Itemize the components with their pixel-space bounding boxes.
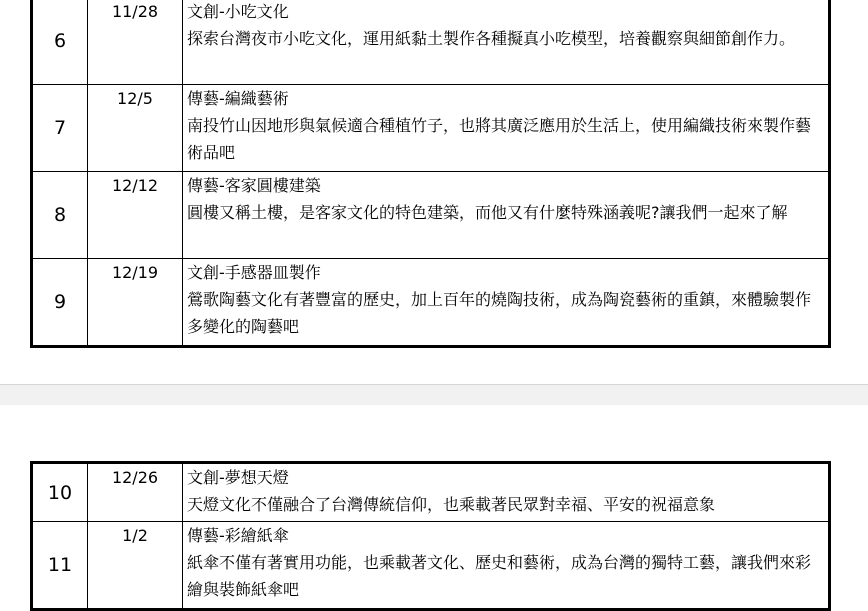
document-page-2 xyxy=(0,405,868,610)
table-row xyxy=(32,172,830,259)
session-number: 9 xyxy=(32,259,88,347)
session-title: 文創-小吃文化 xyxy=(187,2,289,21)
session-description: 南投竹山因地形與氣候適合種植竹子，也將其廣泛應用於生活上，使用編織技術來製作藝術品吧 xyxy=(187,116,812,162)
session-number: 10 xyxy=(32,463,88,522)
session-number: 8 xyxy=(32,172,88,259)
session-date: 11/28 xyxy=(88,0,183,85)
session-description: 天燈文化不僅融合了台灣傳統信仰，也乘載著民眾對幸福、平安的祝福意象 xyxy=(187,495,716,514)
session-content xyxy=(183,259,830,347)
session-date: 12/5 xyxy=(88,85,183,172)
session-content xyxy=(183,0,830,85)
session-number: 11 xyxy=(32,522,88,610)
session-content xyxy=(183,463,830,522)
session-content xyxy=(183,172,830,259)
table-row xyxy=(32,0,830,85)
session-description: 紙傘不僅有著實用功能，也乘載著文化、歷史和藝術，成為台灣的獨特工藝，讓我們來彩繪與裝飾紙傘吧 xyxy=(187,553,812,599)
session-title: 傳藝-彩繪紙傘 xyxy=(187,526,289,545)
session-date: 1/2 xyxy=(88,522,183,610)
table-row xyxy=(32,85,830,172)
table-row xyxy=(32,259,830,347)
page-break xyxy=(0,384,868,406)
session-description: 探索台灣夜市小吃文化，運用紙黏土製作各種擬真小吃模型，培養觀察與細節創作力。 xyxy=(187,29,796,48)
session-description: 鶯歌陶藝文化有著豐富的歷史，加上百年的燒陶技術，成為陶瓷藝術的重鎮，來體驗製作多變化的陶藝吧 xyxy=(187,290,812,336)
session-number: 7 xyxy=(32,85,88,172)
session-description: 圓樓又稱土樓，是客家文化的特色建築，而他又有什麼特殊涵義呢?讓我們一起來了解 xyxy=(187,203,788,222)
session-title: 傳藝-客家圓樓建築 xyxy=(187,176,321,195)
session-title: 文創-手感器皿製作 xyxy=(187,263,321,282)
session-date: 12/12 xyxy=(88,172,183,259)
course-schedule-table xyxy=(30,0,831,348)
session-content xyxy=(183,522,830,610)
course-schedule-table xyxy=(30,461,831,611)
table-row xyxy=(32,463,830,522)
table-row xyxy=(32,522,830,610)
session-title: 文創-夢想天燈 xyxy=(187,468,289,487)
session-date: 12/26 xyxy=(88,463,183,522)
session-title: 傳藝-編織藝術 xyxy=(187,89,289,108)
session-number: 6 xyxy=(32,0,88,85)
session-content xyxy=(183,85,830,172)
session-date: 12/19 xyxy=(88,259,183,347)
